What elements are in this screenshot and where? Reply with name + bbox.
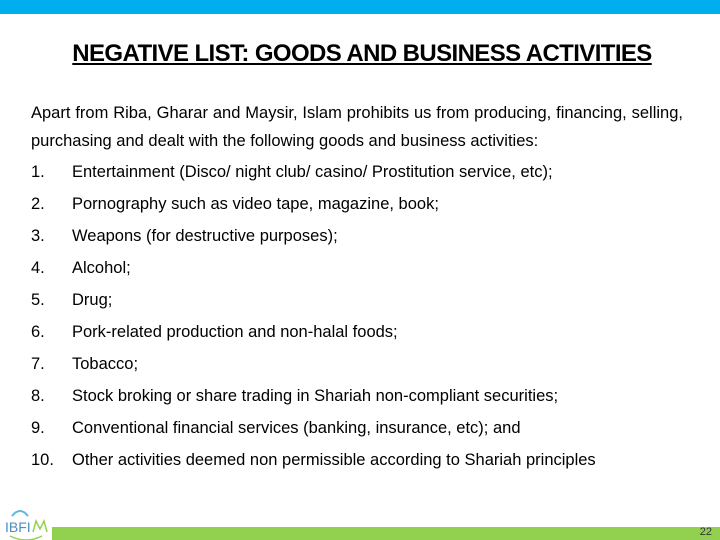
top-accent-bar	[0, 0, 720, 14]
list-item-text: Pornography such as video tape, magazine, book;	[72, 195, 439, 213]
list-item	[31, 220, 683, 252]
list-item	[31, 284, 683, 316]
list-item	[31, 380, 683, 412]
list-item-text: Conventional financial services (banking, insurance, etc); and	[72, 419, 521, 437]
list-item-text: Stock broking or share trading in Shariah non-compliant securities;	[72, 387, 559, 405]
list-item-number: 10.	[31, 451, 54, 469]
list-item-number: 4.	[31, 259, 45, 277]
page-number: 22	[699, 526, 712, 538]
list-item-text: Drug;	[72, 291, 113, 309]
list-item-text: Weapons (for destructive purposes);	[72, 227, 338, 245]
bottom-accent-bar	[52, 527, 720, 540]
list-item-number: 3.	[31, 227, 45, 245]
negative-list	[31, 156, 683, 473]
svg-text:IBFI: IBFI	[5, 519, 31, 535]
list-item-number: 8.	[31, 387, 45, 405]
list-item	[31, 252, 683, 284]
list-item-number: 5.	[31, 291, 45, 309]
list-item	[31, 316, 683, 348]
list-item	[31, 348, 683, 380]
slide-title: NEGATIVE LIST: GOODS AND BUSINESS ACTIVITIES	[72, 40, 652, 67]
list-item-number: 6.	[31, 323, 45, 341]
list-item-number: 9.	[31, 419, 45, 437]
list-item-number: 1.	[31, 163, 45, 181]
list-item-text: Pork-related production and non-halal foods;	[72, 323, 398, 341]
list-item-number: 7.	[31, 355, 45, 373]
list-item	[31, 156, 683, 188]
list-item	[31, 188, 683, 220]
list-item-text: Alcohol;	[72, 259, 131, 277]
list-item-text: Other activities deemed non permissible according to Shariah principles	[72, 451, 596, 469]
list-item-text: Entertainment (Disco/ night club/ casino/ Prostitution service, etc);	[72, 163, 553, 181]
list-item	[31, 447, 683, 473]
list-item-number: 2.	[31, 195, 45, 213]
ibfim-logo	[2, 500, 50, 540]
list-item	[31, 412, 683, 444]
slide-body	[31, 99, 683, 473]
list-item-text: Tobacco;	[72, 355, 139, 373]
intro-paragraph: Apart from Riba, Gharar and Maysir, Islam prohibits us from producing, financing, selling, purchasing and dealt with the following goods and business activities:	[31, 104, 683, 150]
